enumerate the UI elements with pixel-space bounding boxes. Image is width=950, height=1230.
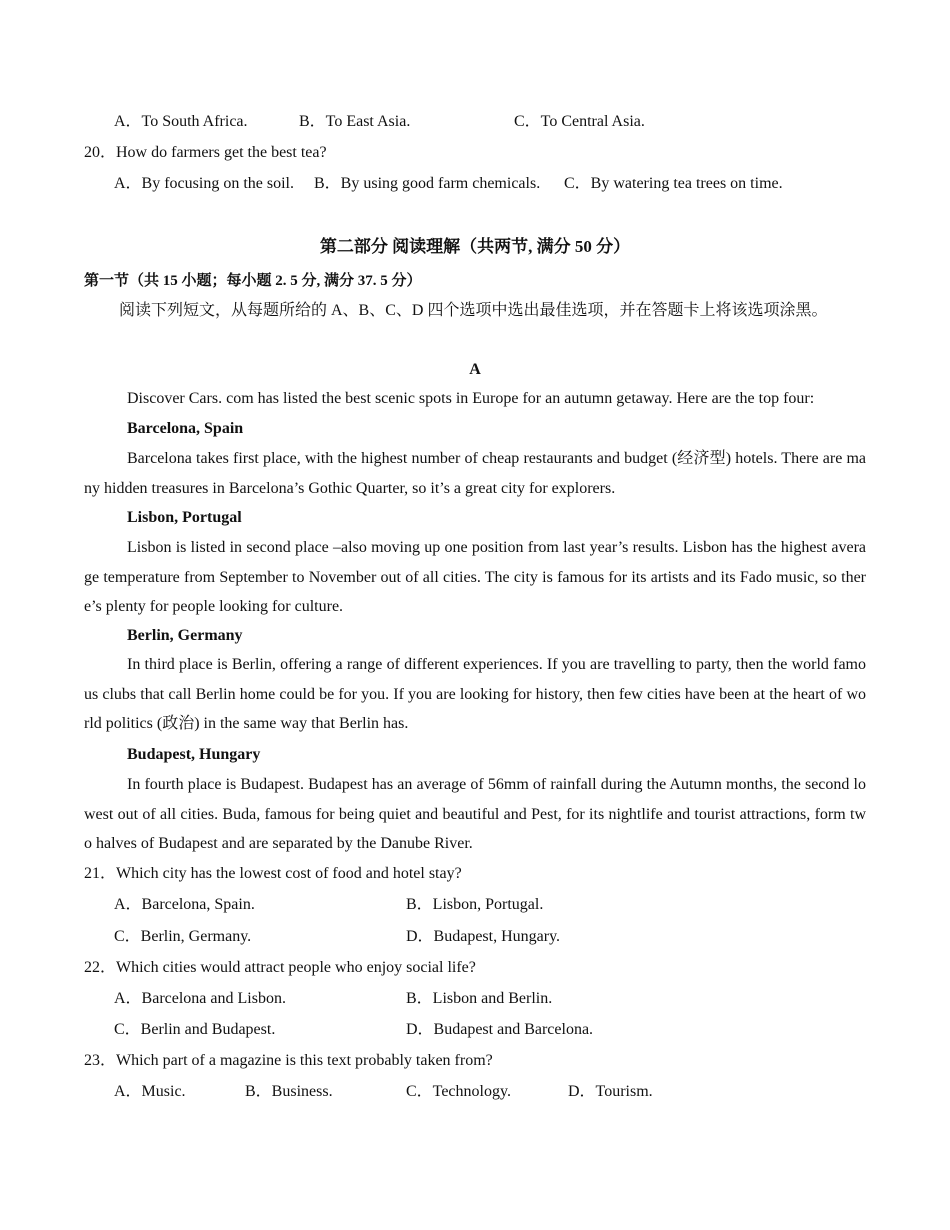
- section1-title: 第一节（共 15 小题；每小题 2. 5 分, 满分 37. 5 分）: [84, 273, 422, 289]
- q23-option-b: B．Business.: [245, 1083, 333, 1100]
- city-text-barcelona: Barcelona takes first place, with the highest number of cheap restaurants and budget (经济型) hotels. There are many hidden treasures in Barcelona’s Gothic Quarter, so it’s a great city for explorers.: [84, 450, 866, 497]
- q20-question: 20．How do farmers get the best tea?: [84, 144, 327, 161]
- city-text-budapest: In fourth place is Budapest. Budapest has an average of 56mm of rainfall during the Autumn months, the second lowest out of all cities. Buda, famous for being quiet and beautiful and Pest, for its nightlife and tourist attractions, form two halves of Budapest and are separated by the Danube River.: [84, 776, 866, 853]
- q19-option-b: B．To East Asia.: [299, 113, 411, 130]
- q23-option-c: C．Technology.: [406, 1083, 511, 1100]
- q23-question: 23．Which part of a magazine is this text probably taken from?: [84, 1052, 493, 1069]
- q21-option-d: D．Budapest, Hungary.: [406, 928, 561, 945]
- q19-option-a: A．To South Africa.: [114, 113, 248, 130]
- passage-intro: Discover Cars. com has listed the best scenic spots in Europe for an autumn getaway. Here are the top four:: [127, 390, 815, 407]
- city-text-berlin: In third place is Berlin, offering a range of different experiences. If you are travelling to party, then the world famous clubs that call Berlin home could be for you. If you are looking for history, then few cities have been at the heart of world politics (政治) in the same way that Berlin has.: [84, 656, 866, 733]
- q19-option-c: C．To Central Asia.: [514, 113, 645, 130]
- city-heading-lisbon: Lisbon, Portugal: [127, 509, 242, 526]
- q21-option-a: A．Barcelona, Spain.: [114, 896, 255, 913]
- q22-option-d: D．Budapest and Barcelona.: [406, 1021, 594, 1038]
- q20-option-a: A．By focusing on the soil.: [114, 175, 294, 192]
- q22-question: 22．Which cities would attract people who enjoy social life?: [84, 959, 476, 976]
- passage-label: A: [469, 361, 481, 378]
- city-heading-barcelona: Barcelona, Spain: [127, 420, 244, 437]
- part2-title: 第二部分 阅读理解（共两节, 满分 50 分）: [319, 237, 631, 256]
- city-heading-berlin: Berlin, Germany: [127, 627, 243, 644]
- q20-option-c: C．By watering tea trees on time.: [564, 175, 783, 192]
- q22-option-c: C．Berlin and Budapest.: [114, 1021, 276, 1038]
- q21-question: 21．Which city has the lowest cost of food and hotel stay?: [84, 865, 462, 882]
- city-heading-budapest: Budapest, Hungary: [127, 746, 261, 763]
- q21-option-b: B．Lisbon, Portugal.: [406, 896, 544, 913]
- q23-option-d: D．Tourism.: [568, 1083, 653, 1100]
- q21-option-c: C．Berlin, Germany.: [114, 928, 252, 945]
- q23-option-a: A．Music.: [114, 1083, 186, 1100]
- q20-option-b: B．By using good farm chemicals.: [314, 175, 541, 192]
- city-text-lisbon: Lisbon is listed in second place –also moving up one position from last year’s results. Lisbon has the highest average temperature from September to November out of all cities. The city is famous for its artists and its Fado music, so there’s plenty for people looking for culture.: [84, 539, 866, 616]
- instructions: 阅读下列短文，从每题所给的 A、B、C、D 四个选项中选出最佳选项，并在答题卡上将该选项涂黑。: [119, 302, 828, 319]
- q22-option-a: A．Barcelona and Lisbon.: [114, 990, 286, 1007]
- q22-option-b: B．Lisbon and Berlin.: [406, 990, 553, 1007]
